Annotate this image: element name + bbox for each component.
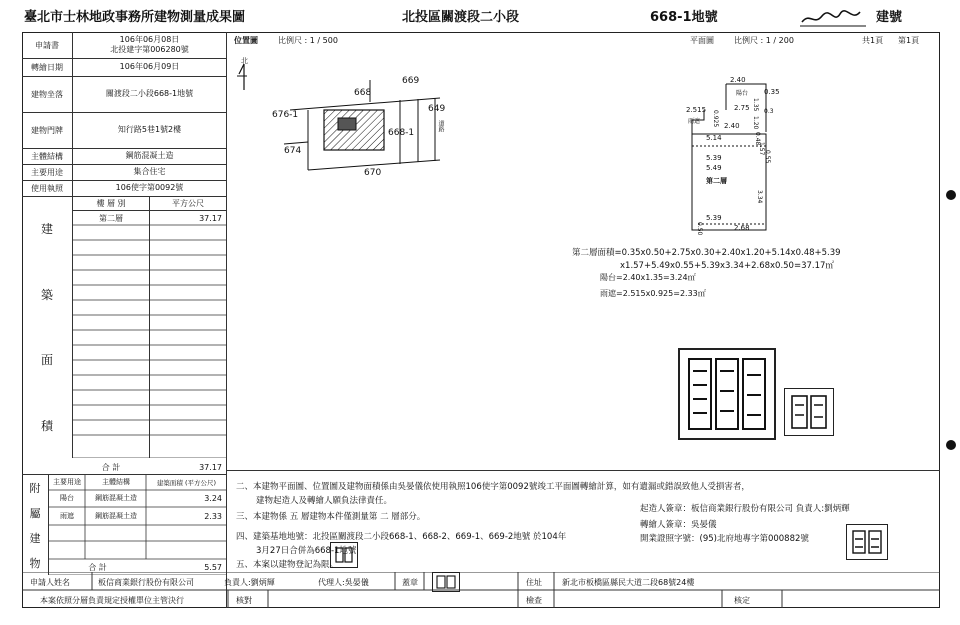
dim-5: 2.75 (734, 104, 750, 112)
annex-use-1: 陽台 (60, 494, 74, 502)
annex-col-struct: 主體結構 (102, 478, 130, 486)
applicant-label: 申請書 (22, 32, 73, 58)
dim-2: 0.35 (764, 88, 780, 96)
area-char-1: 建 (40, 222, 53, 237)
dim-7: 0.3 (764, 108, 774, 115)
north-label: 北 (241, 57, 248, 65)
use-row (22, 164, 226, 181)
binding-hole-mark (946, 190, 956, 200)
applicant-value (73, 32, 226, 58)
location-label: 建物坐落 (22, 76, 73, 112)
dim-6: 0.925 (712, 110, 719, 128)
lot-669: 669 (402, 76, 420, 86)
address-value: 知行路5巷1號2樓 (117, 125, 182, 134)
dim-16: 3.34 (756, 190, 763, 204)
structure-label: 主體結構 (22, 148, 73, 164)
annex-char-3: 建 (29, 531, 41, 545)
lot-668: 668 (354, 88, 372, 98)
footer-address-value: 新北市板橋區縣民大道二段68號24樓 (562, 578, 695, 587)
footer-authorization: 本案依照分層負責規定授權單位主管決行 (40, 596, 184, 605)
location-map-scale: 比例尺 : 1 / 500 (278, 36, 338, 45)
note-2: 二、本建物平面圖、位置圖及建物面積係由吳晏儀依使用執照106使字第0092號竣工平面圖轉繪計算，如有遺漏或錯誤致他人受損害者， (236, 482, 750, 492)
footer-responsible: 負責人:劉炳輝 (224, 578, 275, 587)
dim-18: 0.50 (696, 222, 703, 236)
draw-date-value: 106年06月09日 (119, 62, 180, 71)
binding-hole-mark-2 (946, 440, 956, 450)
area-grid-lines (73, 196, 226, 458)
area-char-3: 面 (40, 353, 53, 368)
dim-11: 0.48 (754, 132, 761, 146)
annex-area-2: 2.33 (204, 511, 222, 521)
annex-char-1: 附 (29, 481, 41, 495)
annex-struct-2: 鋼筋混凝土造 (95, 512, 137, 520)
lot-668-1: 668-1 (388, 128, 415, 138)
note-5: 五、本案以建物登記為限。 (236, 560, 339, 570)
formula-4: 雨遮=2.515x0.925=2.33㎡ (600, 289, 706, 298)
company-seal (678, 348, 776, 440)
formula-3: 陽台=2.40x1.35=3.24㎡ (600, 273, 696, 282)
notes-divider (226, 470, 940, 471)
floor-cell: 第二層 (73, 211, 150, 225)
area-char-4: 積 (40, 418, 53, 433)
dim-19: 2.68 (734, 224, 750, 232)
note-4-cont: 3月27日合併為668-1地號 (256, 546, 357, 556)
annex-use-2: 雨遮 (60, 512, 74, 520)
handwritten-building-number (800, 8, 870, 28)
note-4: 四、建築基地地號：北投區關渡段二小段668-1、668-2、669-1、669-2地號 於104年 (236, 532, 567, 542)
footer-seal-label: 蓋章 (402, 578, 418, 587)
road-label: 道路 (437, 120, 444, 132)
representative-seal (784, 388, 834, 436)
applicant-date: 106年06月08日 (119, 35, 180, 44)
dim-4: 2.515 (686, 106, 707, 114)
footer-agent: 代理人:吳晏儀 (318, 578, 369, 587)
dim-9: 1.20 (752, 116, 759, 130)
page-total: 共1頁 (862, 36, 884, 45)
building-number-label: 建號 (876, 10, 903, 25)
section-name: 北投區關渡段二小段 (402, 10, 520, 25)
annex-total-value: 5.57 (204, 562, 222, 572)
dim-3: 1.35 (752, 98, 759, 112)
note-3: 三、本建物係 五 層建物本件僅測量第 二 層部分。 (236, 512, 426, 522)
draw-date-label: 轉繪日期 (22, 58, 73, 76)
canopy-label: 雨遮 (688, 118, 701, 125)
annex-char-2: 屬 (29, 506, 41, 520)
location-map-label: 位置圖 (234, 36, 258, 45)
floor-area-cell: 37.17 (199, 213, 222, 223)
license-value: 106使字第0092號 (115, 183, 184, 192)
lot-670: 670 (364, 168, 382, 178)
location-value: 關渡段二小段668-1地號 (105, 89, 194, 98)
footer-applicant-name: 板信商業銀行股份有限公司 (98, 578, 194, 587)
area-total-label: 合 計 (101, 462, 121, 472)
applicant-number: 北投建字第006280號 (110, 45, 189, 54)
dim-13: 5.39 (706, 154, 722, 162)
annex-char-4: 物 (29, 556, 41, 570)
footer-approve: 核定 (734, 596, 750, 605)
dim-1: 2.40 (730, 76, 746, 84)
applicant-row (22, 32, 226, 59)
dim-14: 0.55 (764, 150, 771, 164)
area-total-value: 37.17 (199, 462, 222, 472)
use-value: 集合住宅 (133, 167, 166, 176)
annex-struct-1: 鋼筋混凝土造 (95, 494, 137, 502)
structure-value: 鋼筋混凝土造 (125, 151, 174, 160)
lot-number: 668-1地號 (650, 10, 718, 25)
dim-17: 5.39 (706, 214, 722, 222)
area-vertical-label (22, 196, 73, 458)
builder-signature: 起造人簽章：板信商業銀行股份有限公司 負責人:劉炳輝 (640, 504, 850, 514)
annex-col-use: 主要用途 (53, 478, 81, 486)
dim-12: 1.57 (758, 142, 765, 156)
dim-10: 5.14 (706, 134, 722, 142)
col-floor-header: 樓 層 別 (73, 196, 150, 211)
formula-2: x1.57+5.49x0.55+5.39x3.34+2.68x0.50=37.17㎡ (620, 261, 834, 271)
address-label: 建物門牌 (22, 112, 73, 148)
info-table (22, 32, 227, 608)
license-label: 使用執照 (22, 180, 73, 196)
formula-1: 第二層面積=0.35x0.50+2.75x0.30+2.40x1.20+5.14x0.48+5.39 (572, 248, 841, 258)
page-current: 第1頁 (898, 36, 920, 45)
annex-area-1: 3.24 (204, 493, 222, 503)
lot-676-1: 676-1 (272, 110, 299, 120)
north-arrow-icon (236, 62, 252, 92)
drafter-signature: 轉繪人簽章：吳晏儀 (640, 520, 717, 530)
second-floor-label: 第二層 (706, 177, 727, 185)
footer-address-label: 住址 (526, 578, 542, 587)
balcony-label: 陽台 (736, 90, 749, 97)
floor-plan-label: 平面圖 (690, 36, 714, 45)
note-2-cont: 建物起造人及轉繪人願負法律責任。 (256, 496, 393, 506)
draw-date-row (22, 58, 226, 77)
location-row (22, 76, 226, 113)
annex-vertical-label (22, 475, 49, 575)
address-row (22, 112, 226, 149)
lot-674: 674 (284, 146, 302, 156)
floor-plan-scale: 比例尺 : 1 / 200 (734, 36, 794, 45)
license-row (22, 180, 226, 197)
footer-applicant-label: 申請人姓名 (30, 578, 70, 587)
use-label: 主要用途 (22, 164, 73, 180)
area-char-2: 築 (40, 287, 53, 302)
footer-verify: 核對 (236, 596, 252, 605)
footer-seal (432, 572, 460, 592)
small-seal (330, 542, 358, 568)
structure-row (22, 148, 226, 165)
annex-col-area: 建築面積 (平方公尺) (156, 478, 217, 487)
lot-649: 649 (428, 104, 446, 114)
dim-15: 5.49 (706, 164, 722, 172)
footer-inspect: 檢查 (526, 596, 542, 605)
dim-8: 2.40 (724, 122, 740, 130)
page-title: 臺北市士林地政事務所建物測量成果圖 (24, 10, 246, 25)
license-number: 開業證照字號：(95)北府地專字第000882號 (640, 534, 809, 544)
col-area-header: 平方公尺 (150, 196, 226, 211)
drafter-seal (846, 524, 888, 560)
annex-total-label: 合 計 (88, 562, 107, 572)
